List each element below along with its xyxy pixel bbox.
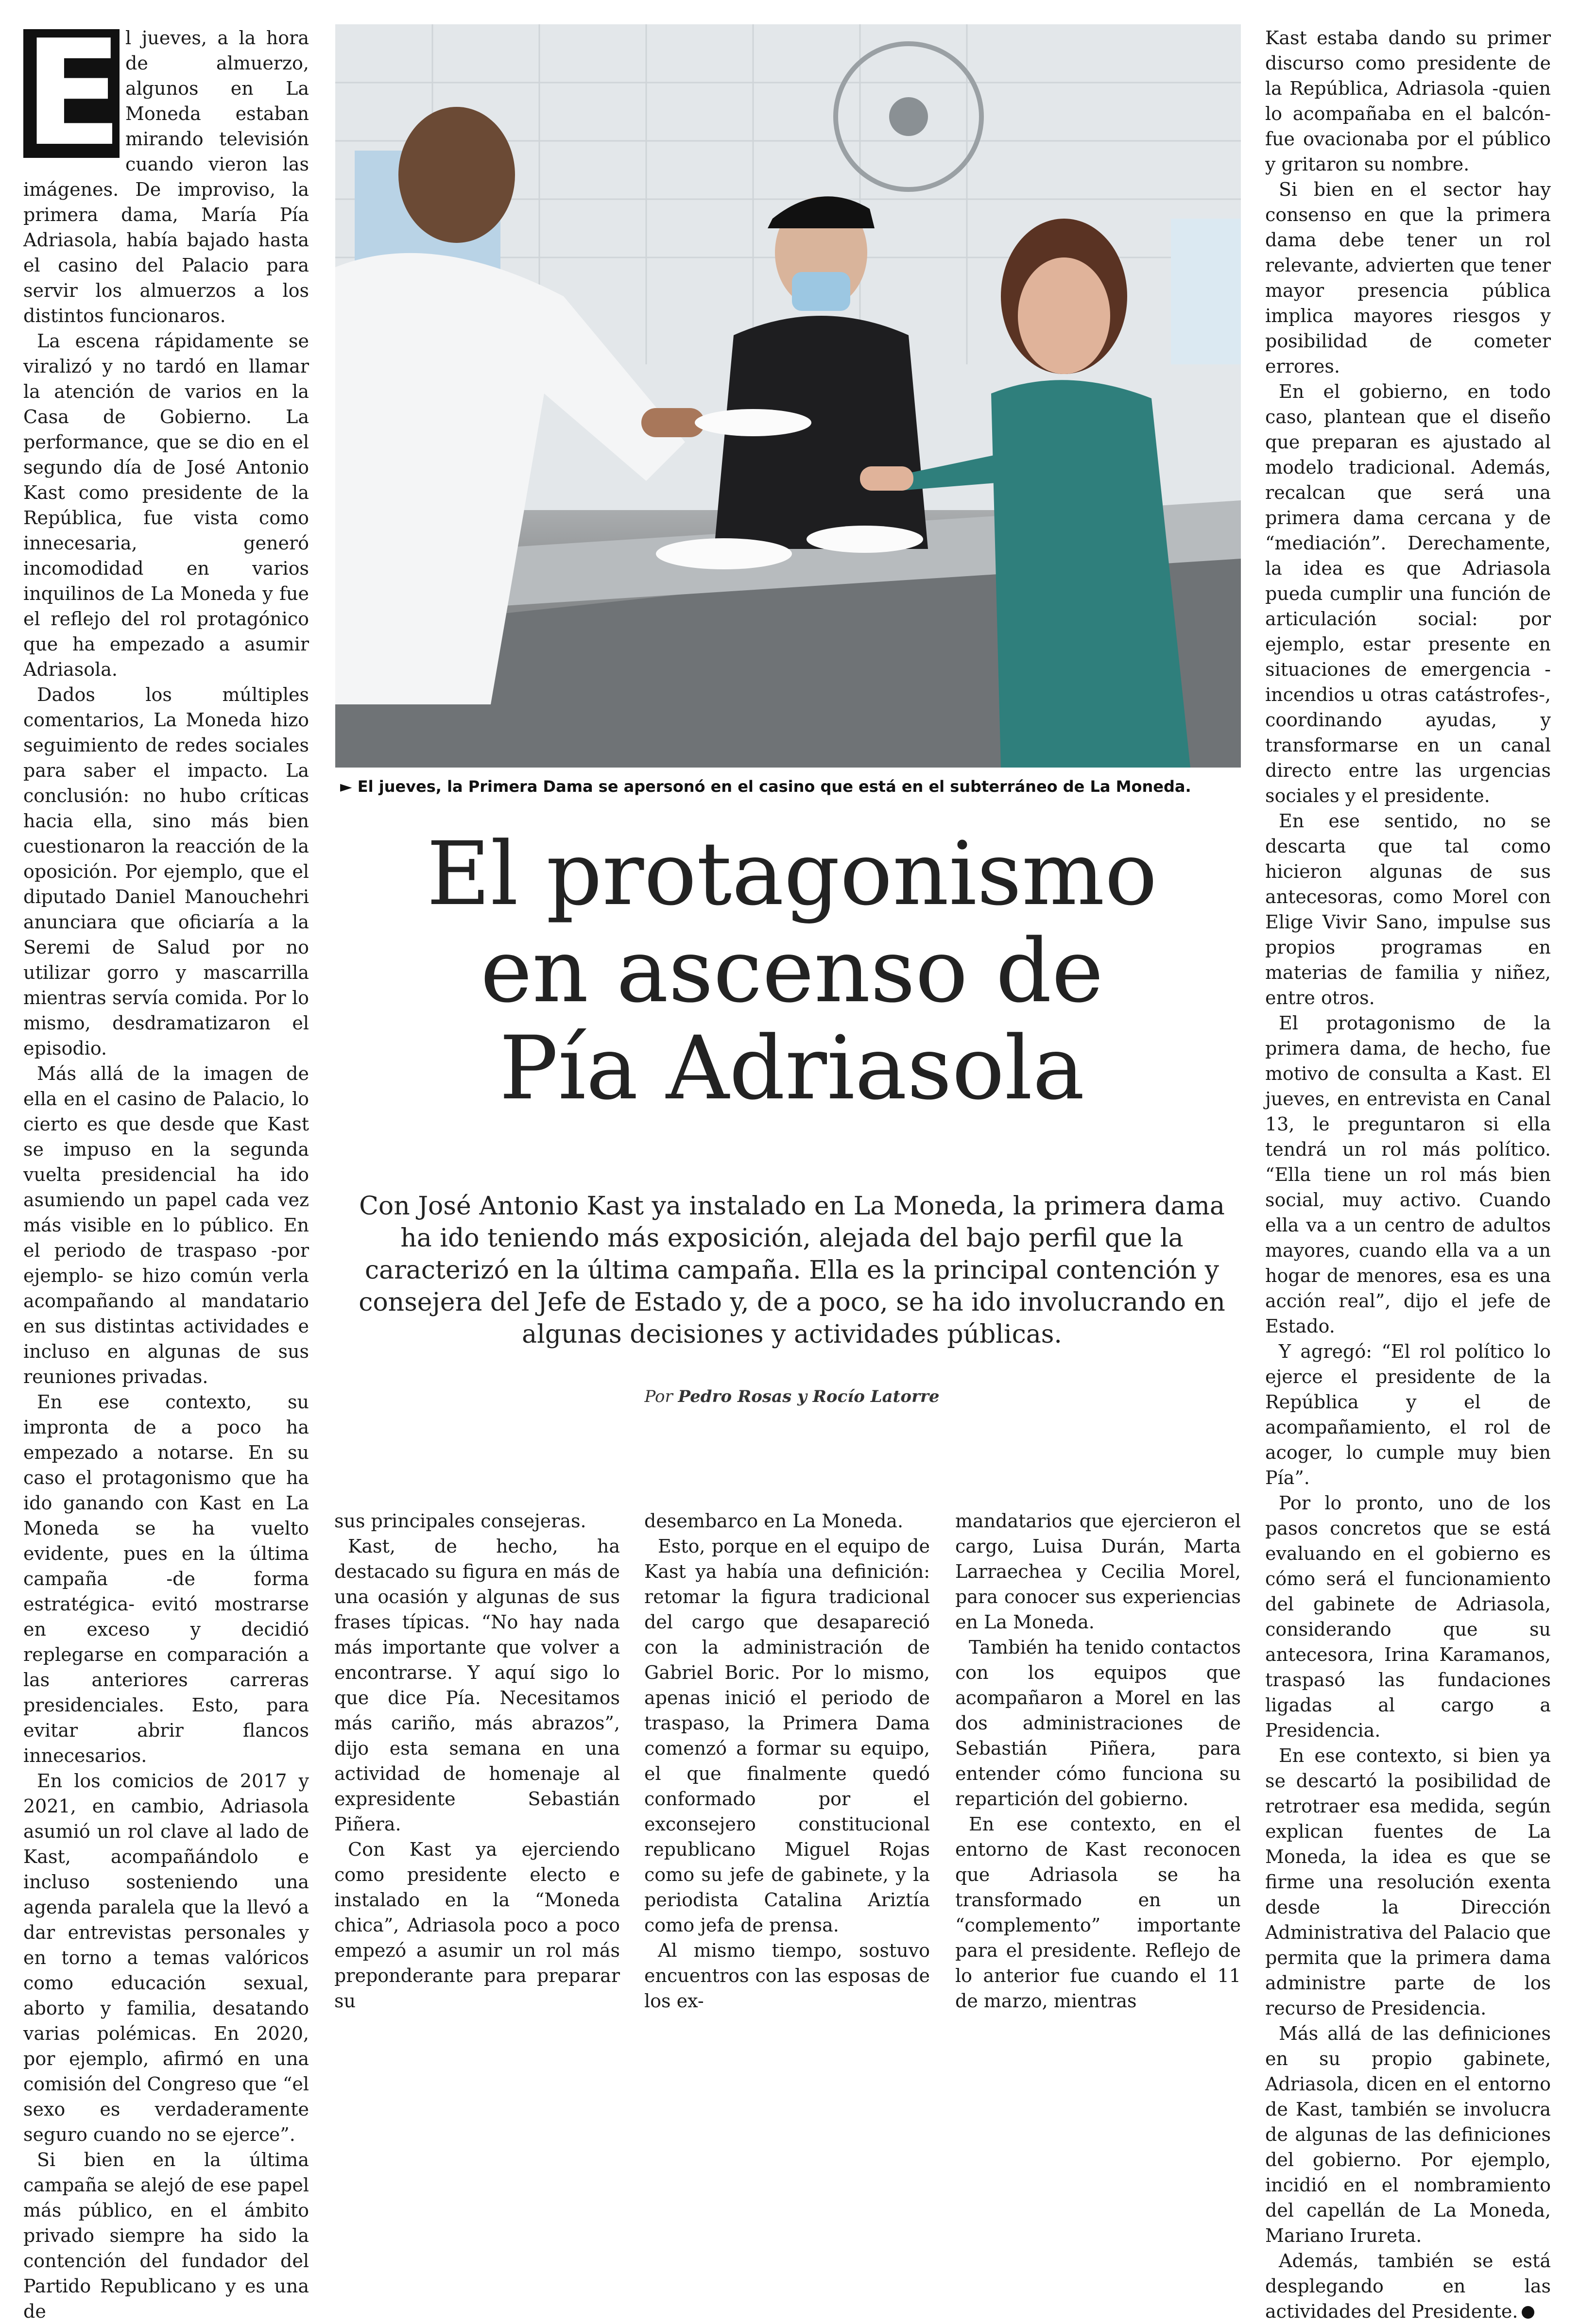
- paragraph: Más allá de las definiciones en su propio gabinete, Adriasola, dicen en el entorno de Kast, también se involucra de algunas de las definiciones del gobierno. Por ejemplo, incidió en el nombramiento del capellán de La Moneda, Mariano Irureta.: [1265, 2023, 1551, 2246]
- paragraph: La escena rápidamente se viralizó y no tardó en llamar la atención de varios en la Casa de Gobierno. La performance, que se dio en el segundo día de José Antonio Kast como presidente de la República, fue vista como innecesaria, generó incomodidad en varios inquilinos de La Moneda y fue el reflejo del rol protagónico que ha empezado a asumir Adriasola.: [23, 330, 309, 680]
- paragraph: sus principales consejeras.: [334, 1510, 586, 1532]
- byline-prefix: Por: [644, 1387, 673, 1406]
- closing-text: Además, también se está desplegando en las actividades del Presidente.: [1265, 2250, 1551, 2322]
- paragraph: Si bien en el sector hay consenso en que la primera dama debe tener un rol relevante, advierten que tener mayor presencia pública implica mayores riesgos y posibilidad de cometer errores.: [1265, 179, 1551, 377]
- headline: [340, 823, 1244, 1119]
- kitchen-scene-illustration: [335, 24, 1241, 768]
- headline-line: Pía Adriasola: [499, 1018, 1085, 1119]
- paragraph: También ha tenido contactos con los equipos que acompañaron a Morel en las dos administraciones de Sebastián Piñera, para entender cómo funciona su repartición del gobierno.: [955, 1637, 1241, 1810]
- deck-summary: Con José Antonio Kast ya instalado en La Moneda, la primera dama ha ido teniendo más exposición, alejada del bajo perfil que la caracterizó en la última campaña. Ella es la principal contención y consejera del Jefe de Estado y, de a poco, se ha ido involucrando en algunas decisiones y actividades públicas.: [359, 1192, 1225, 1349]
- paragraph: El protagonismo de la primera dama, de hecho, fue motivo de consulta a Kast. El jueves, en entrevista en Canal 13, le preguntaron si ella tendrá un rol más político. “Ella tiene un rol más bien social, muy activo. Cuando ella va a un centro de adultos mayores, cuando ella va a un hogar de menores, esa es una acción real”, dijo el jefe de Estado.: [1265, 1012, 1551, 1337]
- paragraph: En ese contexto, su impronta de a poco ha empezado a notarse. En su caso el protagonismo que ha ido ganando con Kast en La Moneda se ha vuelto evidente, pues en la última campaña -de forma estratégica- evitó mostrarse en exceso y decidió replegarse en comparación a las anteriores carreras presidenciales. Esto, para evitar abrir flancos innecesarios.: [23, 1391, 309, 1766]
- paragraph: [1265, 2248, 1551, 2324]
- end-mark-icon: [1522, 2306, 1534, 2319]
- paragraph: Por lo pronto, uno de los pasos concretos que se está evaluando en el gobierno es cómo será el funcionamiento del gabinete de Adriasola, considerando que su antecesora, Irina Karamanos, traspasó las fundaciones ligadas al cargo a Presidencia.: [1265, 1492, 1551, 1741]
- body-column-2: [334, 1508, 620, 2012]
- drop-cap: E: [23, 9, 123, 178]
- headline-line: El protagonismo: [427, 823, 1157, 925]
- paragraph: Y agregó: “El rol político lo ejerce el presidente de la República y el de acompañamiento, el rol de acoger, lo cumple muy bien Pía”.: [1265, 1341, 1551, 1488]
- paragraph: l jueves, a la hora de almuerzo, algunos en La Moneda estaban mirando televisión cuando vieron las imágenes. De improviso, la primera dama, María Pía Adriasola, había bajado hasta el casino del Palacio para servir los almuerzos a los distintos funcionaros.: [23, 27, 309, 326]
- paragraph: Dados los múltiples comentarios, La Moneda hizo seguimiento de redes sociales para saber el impacto. La conclusión: no hubo críticas hacia ella, sino más bien cuestionaron la reacción de la oposición. Por ejemplo, que el diputado Daniel Manouchehri anunciara que oficiaría a la Seremi de Salud por no utilizar gorro y mascarrilla mientras servía comida. Por lo mismo, desdramatizaron el episodio.: [23, 684, 309, 1059]
- paragraph: En los comicios de 2017 y 2021, en cambio, Adriasola asumió un rol clave al lado de Kast, acompañándolo e incluso sosteniendo una agenda paralela que la llevó a dar entrevistas personales y en torno a temas valóricos como educación sexual, aborto y familia, desatando varias polémicas. En 2020, por ejemplo, afirmó en una comisión del Congreso que “el sexo es verdaderamente seguro cuando no se ejerce”.: [23, 1770, 309, 2145]
- paragraph: En el gobierno, en todo caso, plantean que el diseño que preparan es ajustado al modelo tradicional. Además, recalcan que será una primera dama cercana y de “mediación”. Derechamente, la idea es que Adriasola pueda cumplir una función de articulación social: por ejemplo, estar presente en situaciones de emergencia -incendios u otras catástrofes-, coordinando ayudas, y transformarse en un canal directo entre las urgencias sociales y el presidente.: [1265, 381, 1551, 806]
- paragraph: Kast estaba dando su primer discurso como presidente de la República, Adriasola -quien lo acompañaba en el balcón- fue ovacionaba por el público y gritaron su nombre.: [1265, 27, 1551, 175]
- paragraph: En ese contexto, en el entorno de Kast reconocen que Adriasola se ha transformado en un “complemento” importante para el presidente. Reflejo de lo anterior fue cuando el 11 de marzo, mientras: [955, 1813, 1241, 2012]
- article-photo: [335, 24, 1241, 768]
- paragraph: mandatarios que ejercieron el cargo, Luisa Durán, Marta Larraechea y Cecilia Morel, para conocer sus experiencias en La Moneda.: [955, 1510, 1241, 1633]
- paragraph: desembarco en La Moneda.: [644, 1510, 904, 1532]
- body-column-5: [1265, 25, 1551, 2322]
- byline: [340, 1387, 1244, 1406]
- paragraph: Al mismo tiempo, sostuvo encuentros con las esposas de los ex-: [644, 1940, 930, 2012]
- headline-line: en ascenso de: [480, 921, 1104, 1022]
- paragraph: En ese contexto, si bien ya se descartó la posibilidad de retrotraer esa medida, según explican fuentes de La Moneda, la idea es que se firme una resolución exenta desde la Dirección Administrativa del Palacio que permita que la primera dama administre parte de los recurso de Presidencia.: [1265, 1745, 1551, 2019]
- paragraph: Esto, porque en el equipo de Kast ya había una definición: retomar la figura tradicional del cargo que desapareció con la administración de Gabriel Boric. Por lo mismo, apenas inició el periodo de traspaso, la Primera Dama comenzó a formar su equipo, el que finalmente quedó conformado por el exconsejero constitucional republicano Miguel Rojas como su jefe de gabinete, y la periodista Catalina Ariztía como jefa de prensa.: [644, 1536, 930, 1936]
- paragraph: Más allá de la imagen de ella en el casino de Palacio, lo cierto es que desde que Kast se impuso en la segunda vuelta presidencial ha ido asumiendo un papel cada vez más visible en lo público. En el periodo de traspaso -por ejemplo- se hizo común verla acompañando al mandatario en sus distintas actividades e incluso en algunas de sus reuniones privadas.: [23, 1063, 309, 1387]
- photo-caption: ► El jueves, la Primera Dama se apersonó en el casino que está en el subterráneo de La Moneda.: [340, 777, 1191, 796]
- body-column-1: [23, 9, 309, 2322]
- paragraph: Si bien en la última campaña se alejó de ese papel más público, en el ámbito privado siempre ha sido la contención del fundador del Partido Republicano y es una de: [23, 2149, 309, 2322]
- paragraph: Con Kast ya ejerciendo como presidente electo e instalado en la “Moneda chica”, Adriasola poco a poco empezó a asumir un rol más preponderante para preparar su: [334, 1839, 620, 2012]
- byline-authors: Pedro Rosas y Rocío Latorre: [678, 1387, 940, 1406]
- body-column-3: [644, 1508, 930, 2012]
- paragraph: En ese sentido, no se descarta que tal como hicieron algunas de sus antecesoras, como Morel con Elige Vivir Sano, impulse sus propios programas en materias de familia y niñez, entre otros.: [1265, 810, 1551, 1008]
- paragraph: Kast, de hecho, ha destacado su figura en más de una ocasión y algunas de sus frases típicas. “No hay nada más importante que volver a encontrarse. Y aquí sigo lo que dice Pía. Necesitamos más cariño, más abrazos”, dijo esta semana en una actividad de homenaje al expresidente Sebastián Piñera.: [334, 1536, 620, 1835]
- body-column-4: [955, 1508, 1241, 2012]
